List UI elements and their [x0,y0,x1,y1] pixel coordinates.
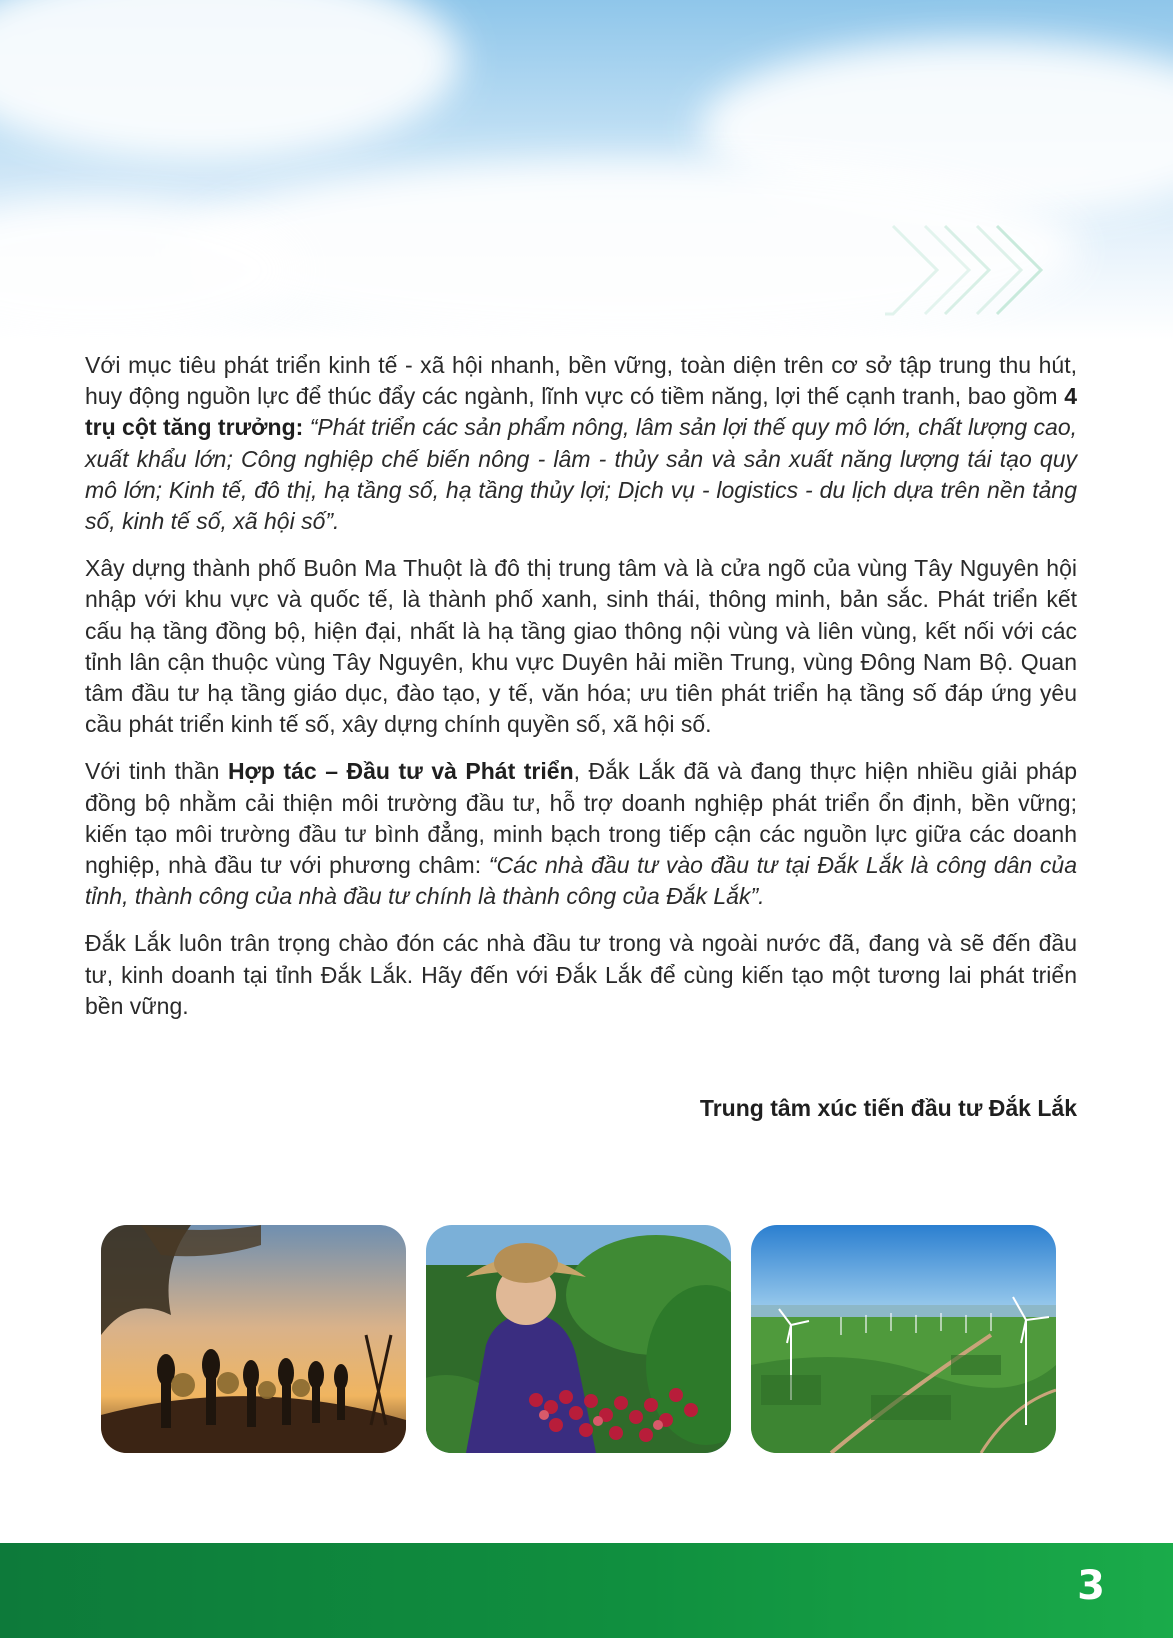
italic-quote: “Các nhà đầu tư vào đầu tư tại Đắk Lắk là công dân của tỉnh, thành công của nhà đầu tư chính là thành công của Đắk Lắk”. [85,852,1077,910]
text-span: Với tinh thần [85,758,228,785]
paragraph-2 [85,553,1077,740]
photo-coffee-harvest [426,1225,731,1453]
chevrons-decoration [885,222,1075,318]
photo-wind-farm [751,1225,1056,1453]
page-number: 3 [1077,1563,1105,1609]
footer-bar [0,1543,1173,1638]
text-span: Xây dựng thành phố Buôn Ma Thuột là đô thị trung tâm và là cửa ngõ của vùng Tây Nguyên hội nhập với khu vực và quốc tế, là thành phố xanh, sinh thái, thông minh, bản sắc. Phát triển kết cấu hạ tầng đồng bộ, hiện đại, nhất là hạ tầng giao thông nội vùng và liên vùng, kết nối với các tỉnh lân cận thuộc vùng Tây Nguyên, khu vực Duyên hải miền Trung, vùng Đông Nam Bộ. Quan tâm đầu tư hạ tầng giáo dục, đào tạo, y tế, văn hóa; ưu tiên phát triển hạ tầng số đáp ứng yêu cầu phát triển kinh tế số, xây dựng chính quyền số, xã hội số. [85,555,1077,738]
paragraph-4 [85,928,1077,1022]
paragraph-1 [85,350,1077,537]
text-span: , Đắk Lắk đã và đang thực hiện nhiều giải pháp đồng bộ nhằm cải thiện môi trường đầu tư, hỗ trợ doanh nghiệp phát triển ổn định, bền vững; kiến tạo môi trường đầu tư bình đẳng, minh bạch trong tiếp cận các nguồn lực giữa các doanh nghiệp, nhà đầu tư với phương châm: [85,758,1077,879]
bold-phrase: Hợp tác – Đầu tư và Phát triển [227,758,574,785]
signature: Trung tâm xúc tiến đầu tư Đắk Lắk [699,1095,1077,1121]
photo-gong-dancers [101,1225,406,1453]
text-span: Với mục tiêu phát triển kinh tế - xã hội nhanh, bền vững, toàn diện trên cơ sở tập trung thu hút, huy động nguồn lực để thúc đẩy các ngành, lĩnh vực có tiềm năng, lợi thế cạnh tranh, bao gồm [85,352,1077,410]
sky-header-banner [0,0,1173,340]
paragraph-3 [85,756,1077,912]
cloud [0,0,460,160]
text-span: Đắk Lắk luôn trân trọng chào đón các nhà đầu tư trong và ngoài nước đã, đang và sẽ đến đầu tư, kinh doanh tại tỉnh Đắk Lắk. Hãy đến với Đắk Lắk để cùng kiến tạo một tương lai phát triển bền vững. [85,930,1077,1019]
body-text [85,350,1077,1038]
italic-quote: “Phát triển các sản phẩm nông, lâm sản lợi thế quy mô lớn, chất lượng cao, xuất khẩu lớn; Công nghiệp chế biến nông - lâm - thủy sản và sản xuất năng lượng tái tạo quy mô lớn; Kinh tế, đô thị, hạ tầng số, hạ tầng thủy lợi; Dịch vụ - logistics - du lịch dựa trên nền tảng số, kinh tế số, xã hội số”. [85,414,1077,535]
chevron-right-icon [885,226,937,314]
bold-phrase: 4 trụ cột tăng trưởng: [85,383,1077,441]
